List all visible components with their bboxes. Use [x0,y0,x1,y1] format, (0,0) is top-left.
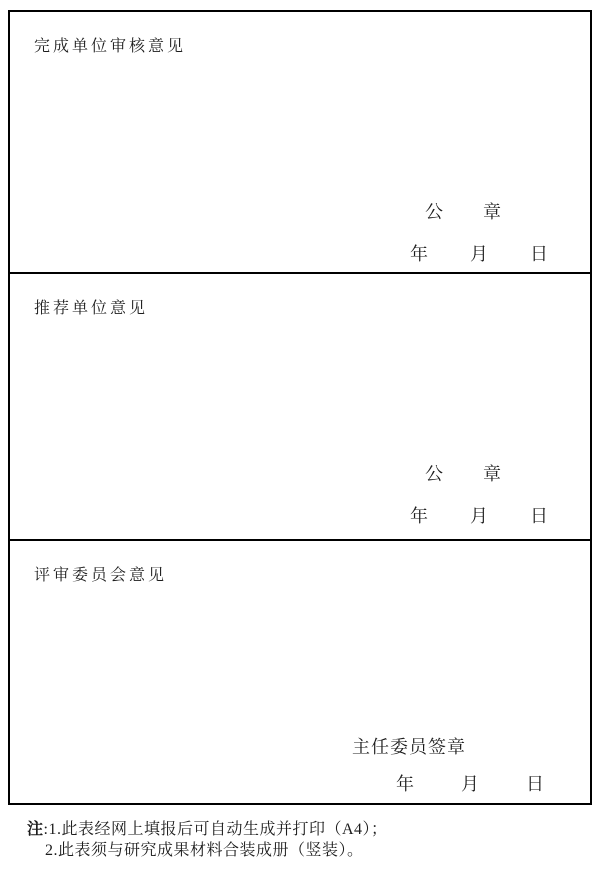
section-title-completion-unit: 完成单位审核意见 [34,38,187,55]
section-title-review-committee: 评审委员会意见 [34,567,168,584]
footnote-separator: : [43,821,49,838]
footnote-1 [27,819,388,840]
official-seal-label: 公章 [425,202,541,222]
review-opinions-table [8,10,592,805]
date-line: 年月日 [410,506,590,526]
chairman-signature-seal-label: 主任委员签章 [352,737,466,757]
footnote-1-text: 1.此表经网上填报后可自动生成并打印（A4）； [48,821,388,838]
section-title-recommending-unit: 推荐单位意见 [34,300,149,317]
official-seal-label: 公章 [425,464,541,484]
footnote-label: 注 [27,821,44,838]
section-completion-unit-review [10,12,590,272]
footnotes [27,819,388,861]
footnote-2: 2.此表须与研究成果材料合装成册（竖装）。 [45,842,364,859]
date-line: 年月日 [410,244,590,264]
section-recommending-unit-opinion [10,272,590,539]
date-line: 年月日 [396,774,591,794]
section-review-committee-opinion [10,539,590,802]
